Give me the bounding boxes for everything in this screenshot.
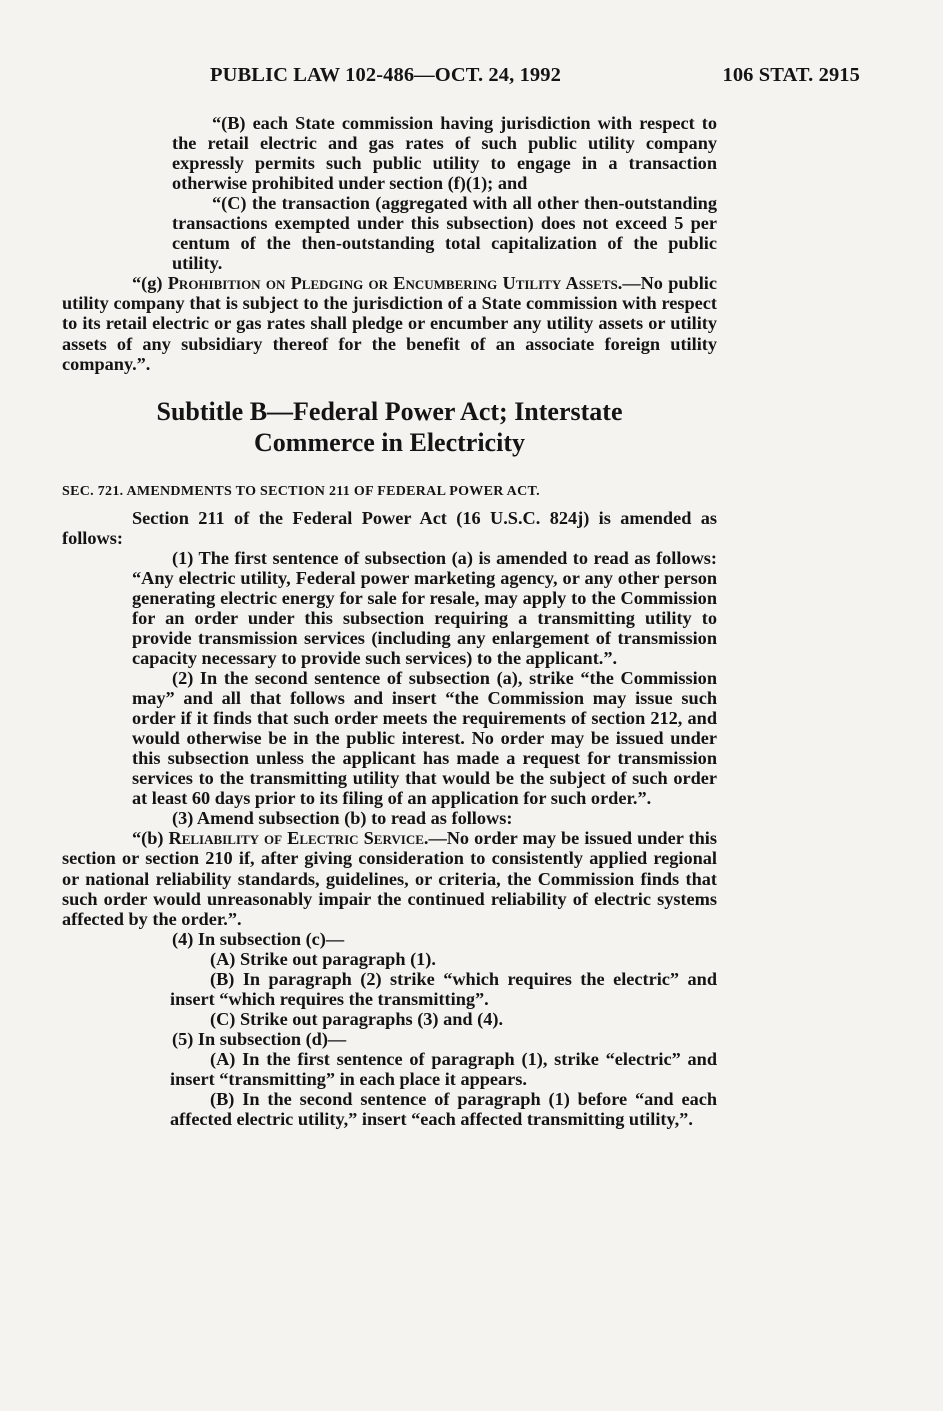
subsection-b-label: “(b) (132, 828, 164, 849)
amendment-item-3: (3) Amend subsection (b) to read as follows: (172, 808, 513, 829)
section-intro: Section 211 of the Federal Power Act (16 U.S.C. 824j) is amended as follows: (62, 507, 717, 548)
paragraph-g-label: “(g) (132, 273, 163, 294)
amendment-item-4a: (A) Strike out paragraph (1). (210, 948, 436, 969)
subsection-b-reliability (62, 828, 717, 928)
amendment-item-1: (1) The first sentence of subsection (a) is amended to read as follows: “Any electric utility, Federal power marketing agency, or any other person generating electric energy for sale for resale, may apply to the Commission for an order under this subsection requiring a transmitting utility to provide transmission services (including any enlargement of transmission capacity necessary to provide such services) to the applicant.”. (132, 547, 717, 668)
statute-page-number: 106 STAT. 2915 (722, 64, 860, 86)
paragraph-g-text: —No public utility company that is subject to the jurisdiction of a State commission with respect to its retail electric or gas rates shall pledge or encumber any utility assets or utility assets of any subsidiary thereof for the benefit of an associate foreign utility company.”. (62, 273, 717, 374)
amendment-item-4: (4) In subsection (c)— (172, 928, 345, 949)
subtitle-line-1: Subtitle B—Federal Power Act; Interstate (156, 396, 623, 426)
subsection-b-heading: Reliability of Electric Service. (168, 828, 429, 849)
amendment-item-4b: (B) In paragraph (2) strike “which requires the electric” and insert “which requires the transmitting”. (170, 968, 717, 1009)
paragraph-b-state-commission: “(B) each State commission having jurisdiction with respect to the retail electric and gas rates of such public utility company expressly permits such public utility to engage in a transaction otherwise prohibited under section (f)(1); and (172, 113, 717, 194)
public-law-citation: PUBLIC LAW 102-486—OCT. 24, 1992 (210, 64, 561, 86)
document-body (62, 113, 717, 1129)
subtitle-line-2: Commerce in Electricity (254, 427, 525, 457)
section-heading: SEC. 721. AMENDMENTS TO SECTION 211 OF FEDERAL POWER ACT. (62, 483, 540, 499)
paragraph-g-heading: Prohibition on Pledging or Encumbering Utility Assets. (167, 273, 623, 294)
amendment-item-5a: (A) In the first sentence of paragraph (1), strike “electric” and insert “transmitting” in each place it appears. (170, 1048, 717, 1089)
amendment-item-5b: (B) In the second sentence of paragraph (1) before “and each affected electric utility,” insert “each affected transmitting utility,”. (170, 1089, 717, 1130)
subsection-b-text: —No order may be issued under this section or section 210 if, after giving consideration to consistently applied regional or national reliability standards, guidelines, or criteria, the Commission finds that such order would unreasonably impair the continued reliability of electric systems affected by the order.”. (62, 828, 717, 929)
paragraph-g-prohibition (62, 273, 717, 373)
paragraph-c-transaction: “(C) the transaction (aggregated with all other then-outstanding transactions exempted under this subsection) does not exceed 5 per centum of the then-outstanding total capitalization of the public utility. (172, 193, 717, 274)
subtitle-heading (62, 396, 717, 458)
amendment-item-2: (2) In the second sentence of subsection (a), strike “the Commission may” and all that follows and insert “the Commission may issue such order if it finds that such order meets the requirements of section 212, and would otherwise be in the public interest. No order may be issued under this subsection unless the applicant has made a request for transmission services to the transmitting utility that would be the subject of such order at least 60 days prior to its filing of an application for such order.”. (132, 668, 717, 809)
amendment-item-5: (5) In subsection (d)— (172, 1028, 347, 1049)
amendment-item-4c: (C) Strike out paragraphs (3) and (4). (210, 1008, 504, 1029)
